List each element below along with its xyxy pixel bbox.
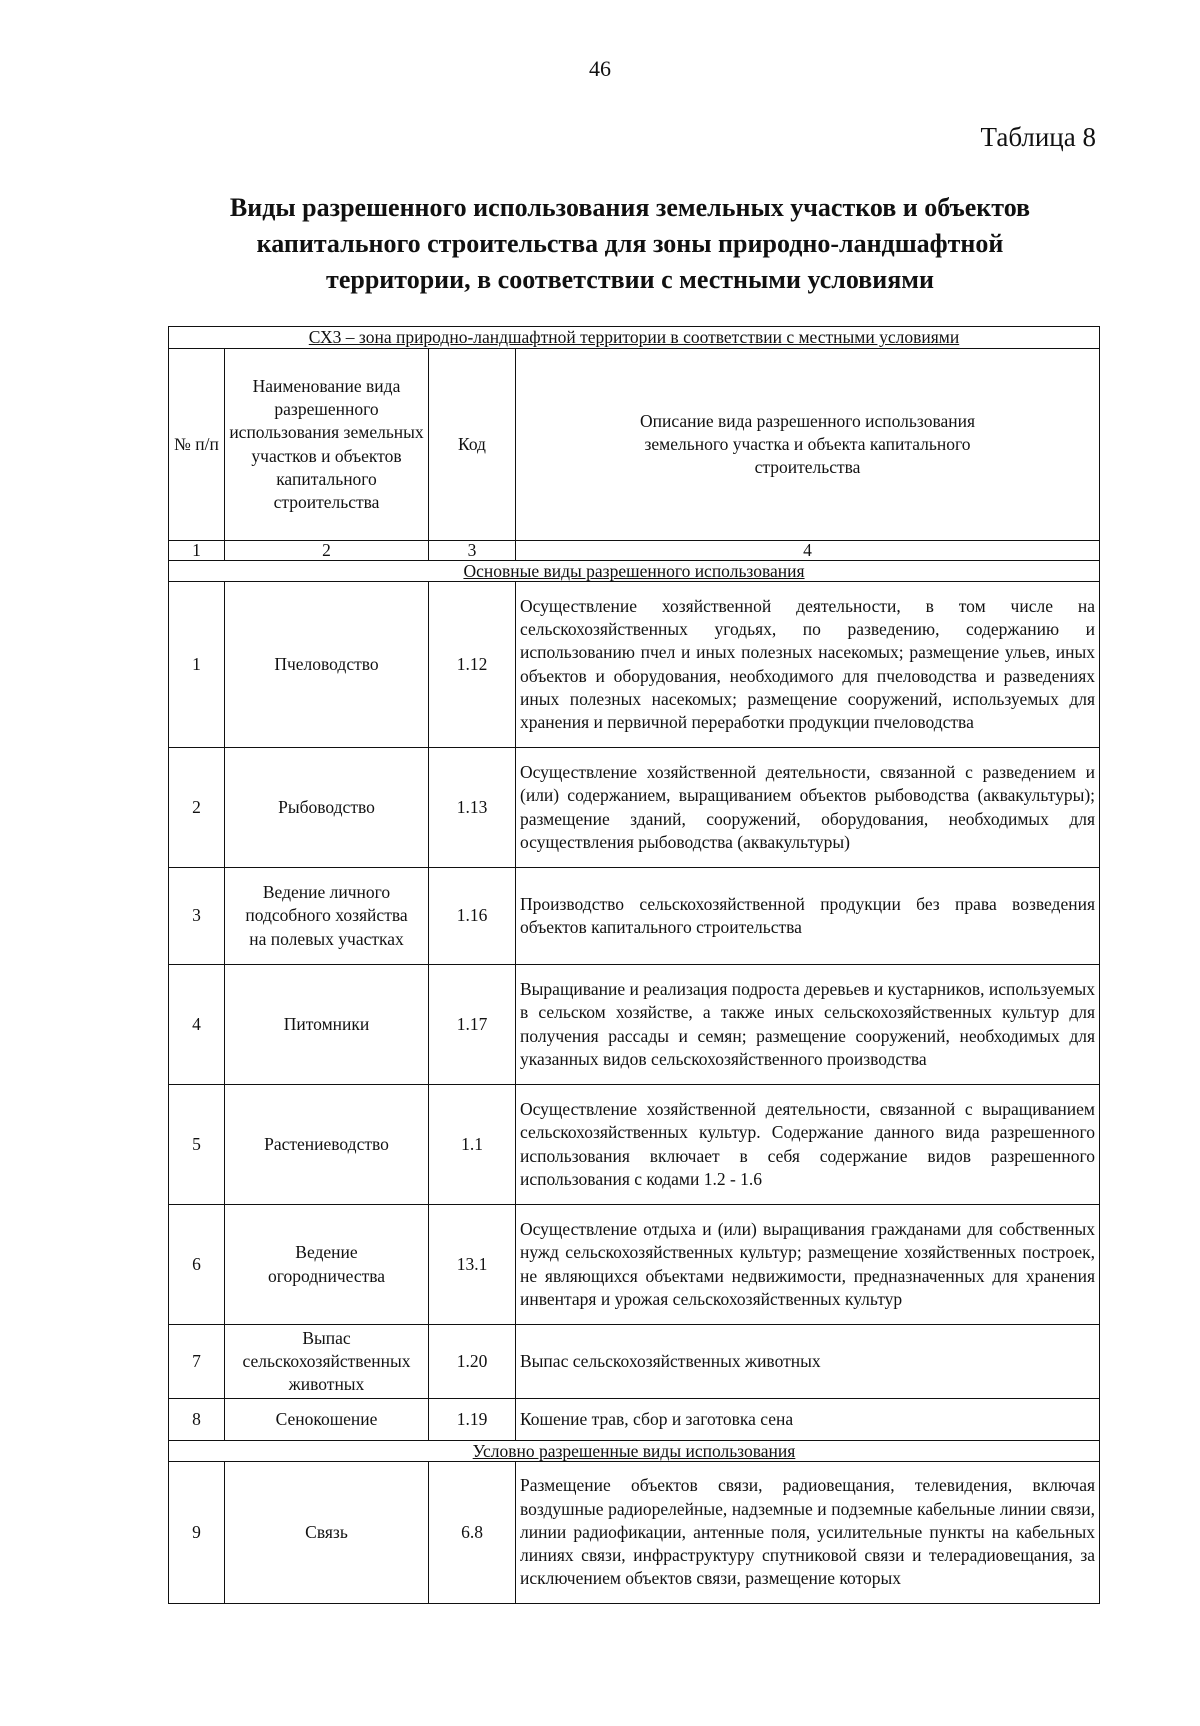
table-row <box>169 1325 1100 1399</box>
row-name: Ведение личного подсобного хозяйства на полевых участках <box>225 868 429 965</box>
row-name: Выпас сельскохозяйственных животных <box>225 1325 429 1399</box>
row-name: Связь <box>225 1462 429 1604</box>
row-description: Осуществление хозяйственной деятельности, связанной с разведением и (или) содержанием, выращиванием объектов рыбоводства (аквакультуры); размещение зданий, сооружений, оборудования, необходимых для осуществления рыбоводства (аквакультуры) <box>516 748 1100 868</box>
header-num: № п/п <box>169 349 225 541</box>
column-number-row <box>169 541 1100 561</box>
column-number-1: 1 <box>169 541 225 561</box>
row-description: Кошение трав, сбор и заготовка сена <box>516 1399 1100 1441</box>
row-description: Размещение объектов связи, радиовещания, телевидения, включая воздушные радиорелейные, надземные и подземные кабельные линии связи, линии радиофикации, антенные поля, усилительные пункты на кабельных линиях связи, инфраструктуру спутниковой связи и телерадиовещания, за исключением объектов связи, размещение которых <box>516 1462 1100 1604</box>
table-row <box>169 1085 1100 1205</box>
land-use-table <box>168 326 1100 1604</box>
row-num: 3 <box>169 868 225 965</box>
row-num: 5 <box>169 1085 225 1205</box>
table-row <box>169 1205 1100 1325</box>
row-description: Осуществление хозяйственной деятельности, связанной с выращиванием сельскохозяйственных культур. Содержание данного вида разрешенного использования включает в себя содержание видов разрешенного использования с кодами 1.2 - 1.6 <box>516 1085 1100 1205</box>
table-caption: СХ3 – зона природно-ландшафтной территории в соответствии с местными условиями <box>169 327 1100 349</box>
title-line-1: Виды разрешенного использования земельных участков и объектов <box>229 193 1031 222</box>
row-name: Рыбоводство <box>225 748 429 868</box>
row-num: 6 <box>169 1205 225 1325</box>
table-caption-row <box>169 327 1100 349</box>
row-name: Питомники <box>225 965 429 1085</box>
table-row <box>169 1462 1100 1604</box>
row-num: 9 <box>169 1462 225 1604</box>
header-name: Наименование вида разрешенного использования земельных участков и объектов капитального строительства <box>225 349 429 541</box>
column-number-4: 4 <box>516 541 1100 561</box>
row-name: Растениеводство <box>225 1085 429 1205</box>
row-code: 1.16 <box>429 868 516 965</box>
row-num: 8 <box>169 1399 225 1441</box>
row-num: 4 <box>169 965 225 1085</box>
row-description: Выращивание и реализация подроста деревьев и кустарников, используемых в сельском хозяйстве, а также иных сельскохозяйственных культур для получения рассады и семян; размещение сооружений, необходимых для указанных видов сельскохозяйственного производства <box>516 965 1100 1085</box>
row-code: 1.19 <box>429 1399 516 1441</box>
title-line-2: капитального строительства для зоны природно-ландшафтной <box>256 229 1004 258</box>
row-description: Выпас сельскохозяйственных животных <box>516 1325 1100 1399</box>
row-code: 1.1 <box>429 1085 516 1205</box>
row-code: 1.20 <box>429 1325 516 1399</box>
row-description: Осуществление хозяйственной деятельности, в том числе на сельскохозяйственных угодьях, по разведению, содержанию и использованию пчел и иных полезных насекомых; размещение ульев, иных объектов и оборудования, необходимого для пчеловодства и разведениях иных полезных насекомых; размещение сооружений, используемых для хранения и первичной переработки продукции пчеловодства <box>516 582 1100 748</box>
section-conditional-title: Условно разрешенные виды использования <box>169 1441 1100 1462</box>
row-code: 6.8 <box>429 1462 516 1604</box>
section-main-row <box>169 561 1100 582</box>
section-conditional-row <box>169 1441 1100 1462</box>
table-row <box>169 748 1100 868</box>
table-row <box>169 868 1100 965</box>
column-number-2: 2 <box>225 541 429 561</box>
title-line-3: территории, в соответствии с местными условиями <box>326 265 934 294</box>
column-number-3: 3 <box>429 541 516 561</box>
row-num: 7 <box>169 1325 225 1399</box>
header-code: Код <box>429 349 516 541</box>
table-row <box>169 1399 1100 1441</box>
document-title <box>150 190 1110 298</box>
row-name: Ведение огородничества <box>225 1205 429 1325</box>
row-name: Сенокошение <box>225 1399 429 1441</box>
row-code: 1.17 <box>429 965 516 1085</box>
row-num: 1 <box>169 582 225 748</box>
header-description: Описание вида разрешенного использования земельного участка и объекта капитального строительства <box>516 349 1100 541</box>
row-code: 1.12 <box>429 582 516 748</box>
row-num: 2 <box>169 748 225 868</box>
row-description: Осуществление отдыха и (или) выращивания гражданами для собственных нужд сельскохозяйственных культур; размещение хозяйственных построек, не являющихся объектами недвижимости, предназначенных для хранения инвентаря и урожая сельскохозяйственных культур <box>516 1205 1100 1325</box>
page-number: 46 <box>589 56 611 81</box>
row-code: 13.1 <box>429 1205 516 1325</box>
section-main-title: Основные виды разрешенного использования <box>169 561 1100 582</box>
table-row <box>169 965 1100 1085</box>
row-description: Производство сельскохозяйственной продукции без права возведения объектов капитального строительства <box>516 868 1100 965</box>
table-label: Таблица 8 <box>980 122 1096 152</box>
row-name: Пчеловодство <box>225 582 429 748</box>
table-row <box>169 582 1100 748</box>
row-code: 1.13 <box>429 748 516 868</box>
header-row <box>169 349 1100 541</box>
